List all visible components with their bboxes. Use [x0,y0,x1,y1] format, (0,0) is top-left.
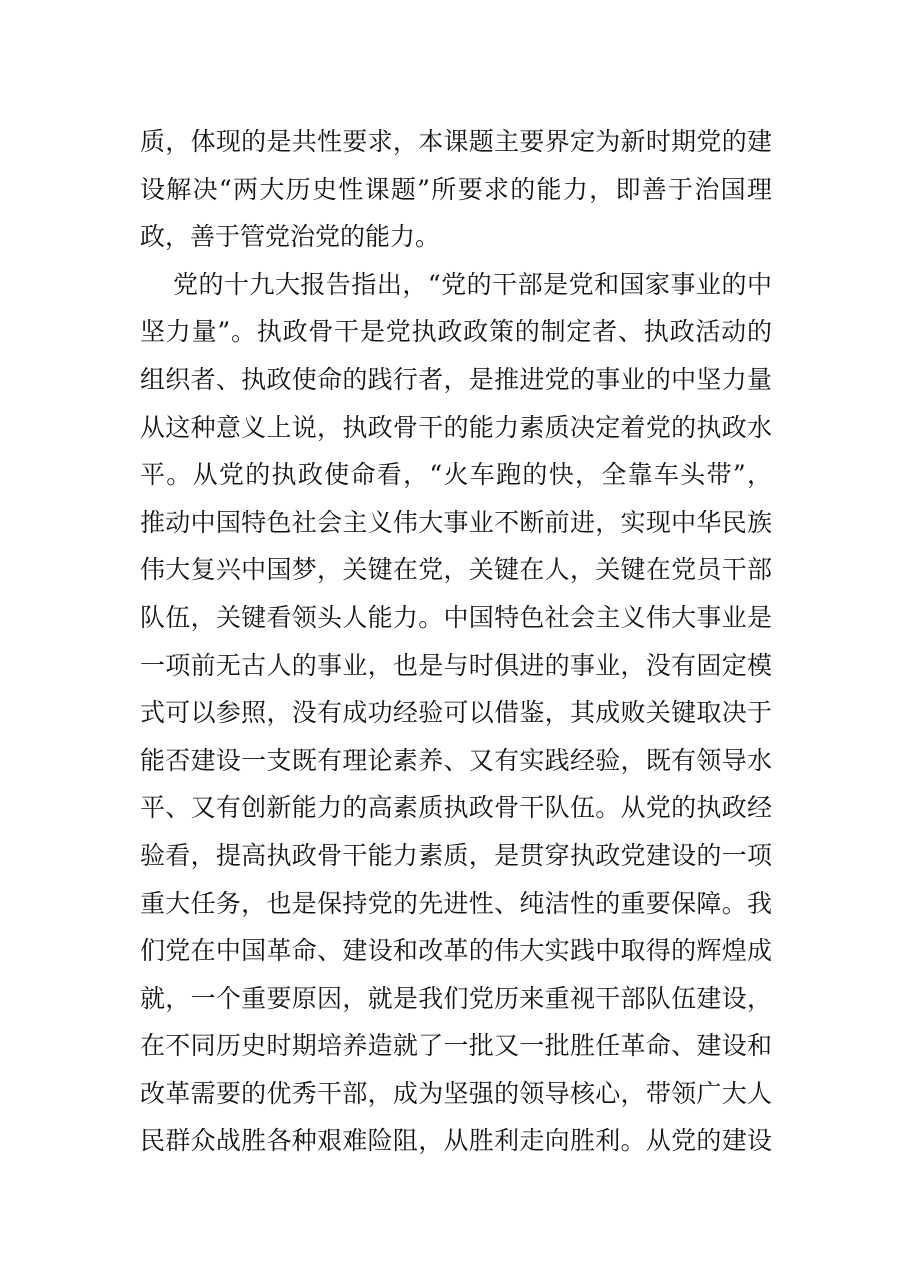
text-line: 设解决“两大历史性课题”所要求的能力，即善于治国理 [140,174,772,204]
body-text [140,118,772,1165]
text-line: 就，一个重要原因，就是我们党历来重视干部队伍建设， [140,983,772,1013]
text-line: 坚力量”。执政骨干是党执政政策的制定者、执政活动的 [140,317,772,347]
text-line: 组织者、执政使命的践行者，是推进党的事业的中坚力量 [140,364,772,394]
text-line: 改革需要的优秀干部，成为坚强的领导核心，带领广大人 [140,1078,772,1108]
text-line: 队伍，关键看领头人能力。中国特色社会主义伟大事业是 [140,602,772,632]
text-line: 一项前无古人的事业，也是与时俱进的事业，没有固定模 [140,650,772,680]
paragraph-first-line: 党的十九大报告指出，“党的干部是党和国家事业的中 [173,269,772,299]
text-line: 重大任务，也是保持党的先进性、纯洁性的重要保障。我 [140,888,772,918]
text-line: 推动中国特色社会主义伟大事业不断前进，实现中华民族 [140,507,772,537]
text-line: 从这种意义上说，执政骨干的能力素质决定着党的执政水 [140,412,772,442]
text-line: 伟大复兴中国梦，关键在党，关键在人，关键在党员干部 [140,555,772,585]
text-line: 在不同历史时期培养造就了一批又一批胜任革命、建设和 [140,1031,772,1061]
text-line: 政，善于管党治党的能力。 [140,222,441,252]
text-line: 能否建设一支既有理论素养、又有实践经验，既有领导水 [140,745,772,775]
text-line: 平。从党的执政使命看，“火车跑的快，全靠车头带”， [140,460,772,490]
text-line: 民群众战胜各种艰难险阻，从胜利走向胜利。从党的建设 [140,1126,772,1156]
text-line: 平、又有创新能力的高素质执政骨干队伍。从党的执政经 [140,793,772,823]
text-line: 质，体现的是共性要求，本课题主要界定为新时期党的建 [140,127,772,156]
text-line: 们党在中国革命、建设和改革的伟大实践中取得的辉煌成 [140,936,772,966]
text-line: 验看，提高执政骨干能力素质，是贯穿执政党建设的一项 [140,840,772,870]
text-line: 式可以参照，没有成功经验可以借鉴，其成败关键取决于 [140,698,772,728]
